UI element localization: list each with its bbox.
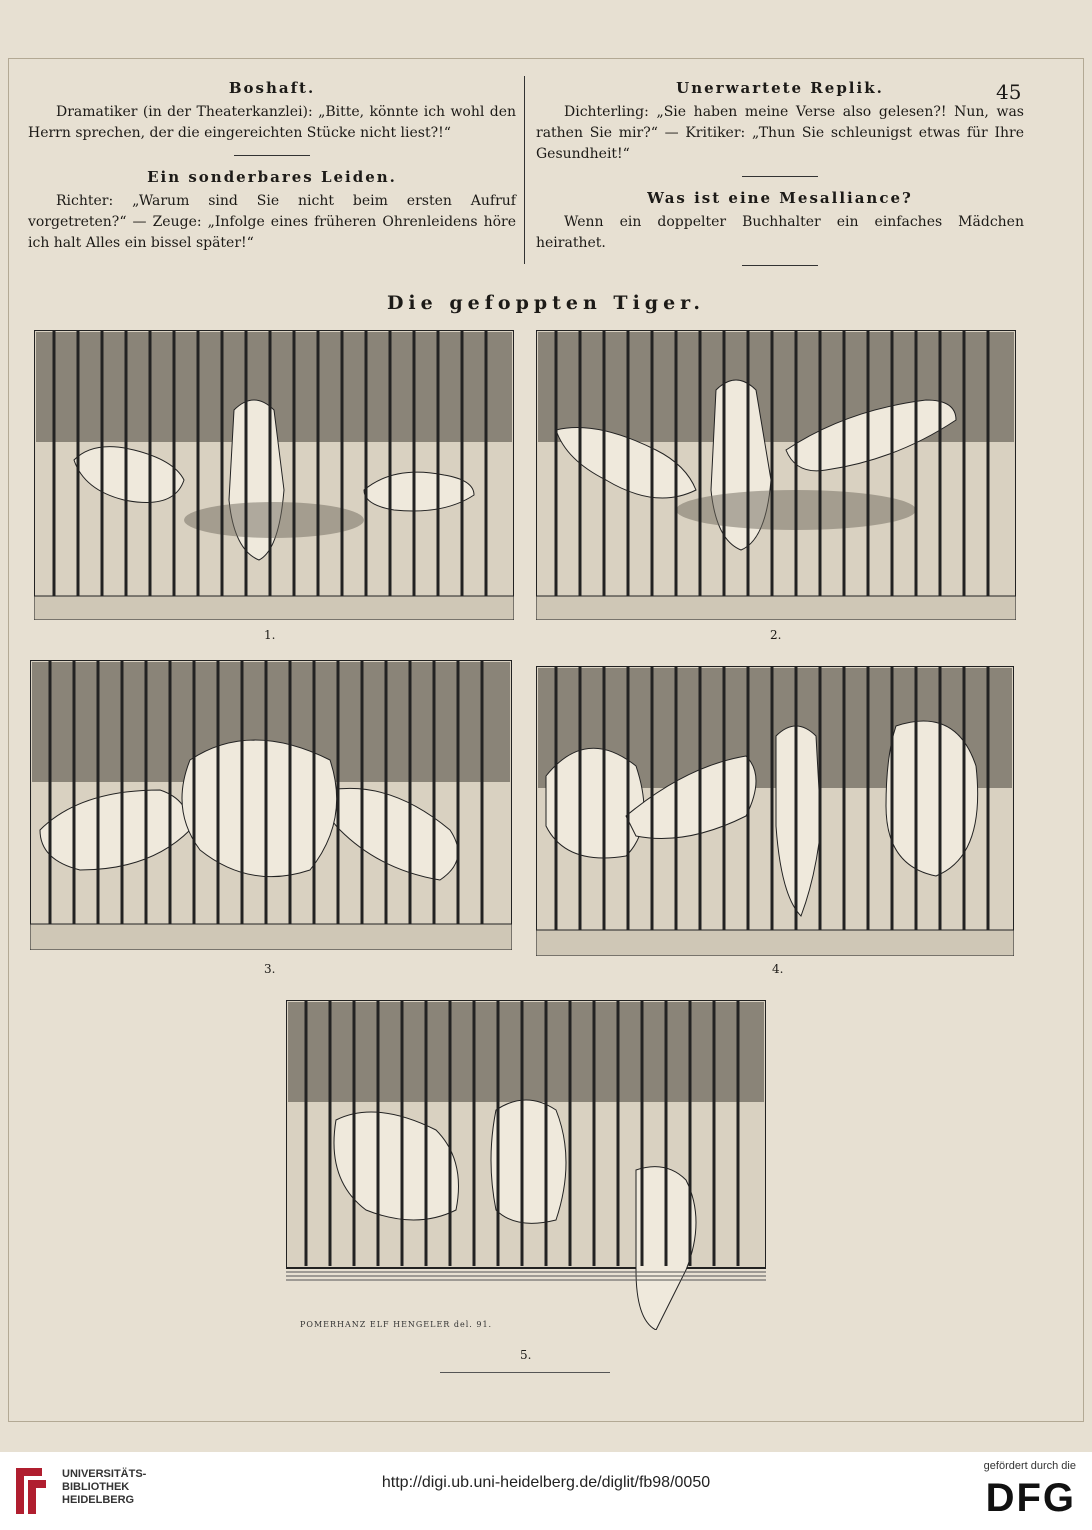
separator — [234, 155, 310, 156]
end-rule — [440, 1372, 610, 1373]
text-leiden: Richter: „Warum sind Sie nicht beim ersten Aufruf vorgetreten?“ — Zeuge: „Infolge eines früheren Ohrenleidens höre ich halt Alles ein bissel später!“ — [28, 193, 516, 251]
library-line-3: HEIDELBERG — [62, 1494, 135, 1506]
left-text-column — [28, 78, 516, 254]
heading-leiden: Ein sonderbares Leiden. — [147, 168, 397, 186]
separator — [742, 176, 818, 177]
comic-panel-4 — [536, 666, 1014, 956]
funding-label: gefördert durch die — [983, 1460, 1076, 1472]
text-mesalliance: Wenn ein doppelter Buchhalter ein einfaches Mädchen heirathet. — [536, 214, 1024, 251]
permalink-url[interactable]: http://digi.ub.uni-heidelberg.de/diglit/fb98/0050 — [381, 1474, 711, 1491]
caption-4: 4. — [772, 962, 784, 976]
library-line-2: BIBLIOTHEK — [62, 1481, 130, 1493]
panel-4-illustration — [536, 666, 1014, 956]
comic-title: Die gefoppten Tiger. — [386, 292, 706, 314]
artist-signature: POMERHANZ ELF HENGELER del. 91. — [300, 1320, 493, 1329]
heading-replik: Unerwartete Replik. — [676, 79, 884, 97]
heading-boshaft: Boshaft. — [228, 79, 316, 97]
panel-2-illustration — [536, 330, 1016, 620]
caption-3: 3. — [264, 962, 276, 976]
separator — [742, 265, 818, 266]
panel-3-illustration — [30, 660, 512, 950]
panel-1-illustration — [34, 330, 514, 620]
text-replik: Dichterling: „Sie haben meine Verse also gelesen?! Nun, was rathen Sie mir?“ — Kritiker: „Thun Sie schleunigst etwas für Ihre Gesundheit!“ — [536, 104, 1024, 162]
heading-mesalliance: Was ist eine Mesalliance? — [647, 189, 913, 207]
panel-5-illustration — [286, 1000, 766, 1330]
comic-panel-3 — [30, 660, 512, 950]
right-text-column — [536, 78, 1024, 277]
library-line-1: UNIVERSITÄTS- — [62, 1468, 147, 1480]
page-number: 45 — [996, 80, 1022, 104]
column-divider — [524, 76, 525, 264]
caption-2: 2. — [770, 628, 782, 642]
comic-panel-5 — [286, 1000, 766, 1330]
dfg-logo: DFG — [985, 1476, 1076, 1520]
caption-5: 5. — [520, 1348, 532, 1362]
comic-panel-2 — [536, 330, 1016, 620]
caption-1: 1. — [264, 628, 276, 642]
text-boshaft: Dramatiker (in der Theaterkanzlei): „Bitte, könnte ich wohl den Herrn sprechen, der die eingereichten Stücke nicht liest?!“ — [28, 104, 516, 141]
comic-panel-1 — [34, 330, 514, 620]
viewer-footer — [0, 1452, 1092, 1530]
